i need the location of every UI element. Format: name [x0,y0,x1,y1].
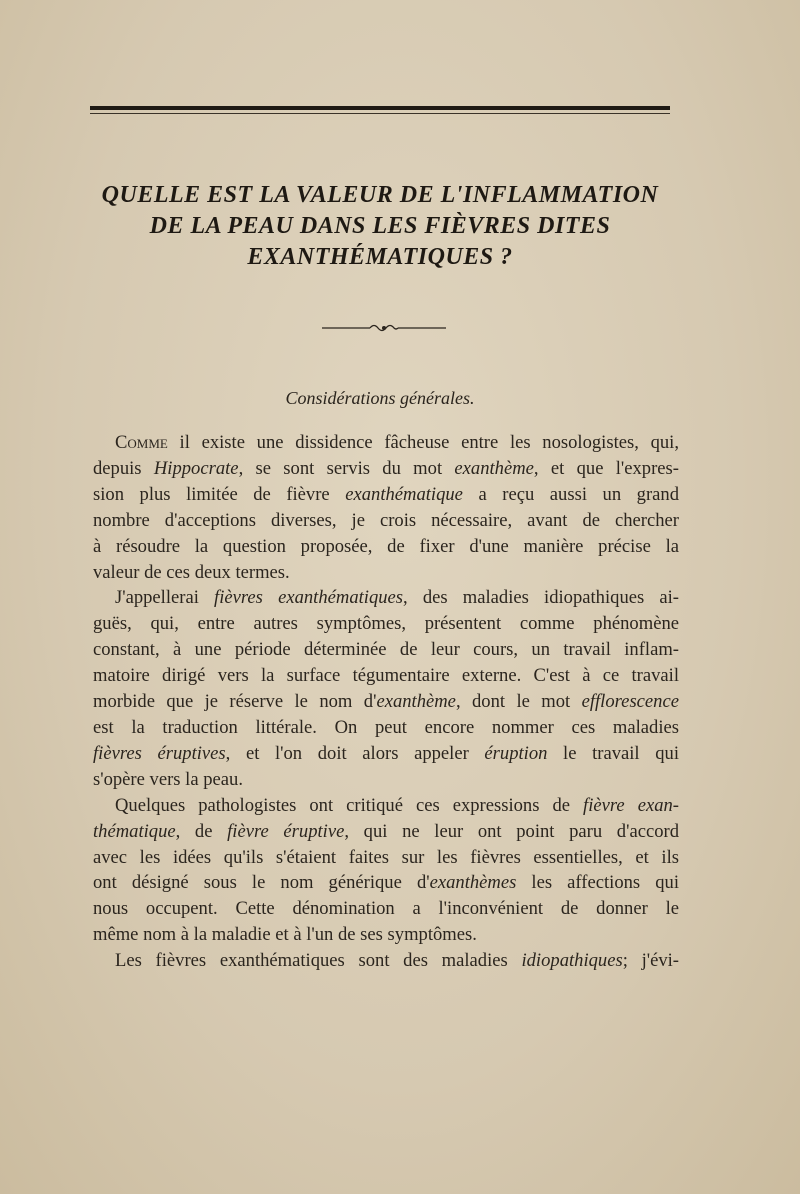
italic-term: éruption [484,742,548,764]
text-line [93,948,679,974]
italic-term: fièvre éruptive [227,820,345,842]
text-line [93,870,679,896]
text-line: avec les idées qu'ils s'étaient faites sur les fièvres essentielles, et ils [93,846,679,868]
italic-term: exanthèmes [429,872,517,894]
paragraph-4 [93,948,679,974]
text-line [93,456,679,482]
text-span: , se sont servis du mot [238,457,455,479]
italic-term: fièvres éruptives [93,742,226,764]
text-span: ; j'évi- [622,950,679,972]
text-line: s'opère vers la peau. [93,768,243,790]
italic-term: exanthème [454,457,534,479]
italic-term: thématique [93,820,176,842]
italic-term: fièvres exanthématiques [214,587,404,609]
text-span: Les fièvres exanthématiques sont des maladies [115,950,522,972]
text-span: , et que l'expres- [533,457,679,479]
text-span: , de [175,820,228,842]
paragraph-3 [93,793,679,948]
title-line-2: DE LA PEAU DANS LES FIÈVRES DITES [149,213,611,239]
text-line: constant, à une période déterminée de leur cours, un travail inflam- [93,639,679,661]
text-span: , et l'on doit alors appeler [225,742,485,764]
text-span: , qui ne leur ont point paru d'accord [344,820,679,842]
text-line [93,793,679,819]
text-line [93,430,679,456]
italic-term: exanthématique [345,483,463,505]
header-double-rule [90,106,670,116]
text-span: a reçu aussi un grand [462,483,679,505]
title-line-3: EXANTHÉMATIQUES ? [247,244,513,270]
italic-term: fièvre exan- [583,794,679,816]
italic-term: efflorescence [581,691,679,713]
text-line [93,585,679,611]
paragraph-1 [93,430,679,585]
text-span: il existe une dissidence fâcheuse entre les nosologistes, qui, [167,432,679,453]
italic-term: idiopathiques [521,950,623,972]
text-span: les affections qui [516,872,679,894]
text-line: nous occupent. Cette dénomination a l'inconvénient de donner le [93,898,679,920]
text-line: à résoudre la question proposée, de fixer d'une manière précise la [93,535,679,557]
paragraph-2 [93,585,679,792]
text-span: sion plus limitée de fièvre [93,483,346,505]
header-rule-thick [90,106,670,110]
text-line: est la traduction littérale. On peut encore nommer ces maladies [93,716,679,738]
text-line: même nom à la maladie et à l'un de ses symptômes. [93,924,477,946]
title-line-1: QUELLE EST LA VALEUR DE L'INFLAMMATION [101,182,659,208]
chapter-title [80,180,680,273]
header-rule-thin [90,113,670,114]
text-line: guës, qui, entre autres symptômes, présentent comme phénomène [93,613,679,635]
text-line [93,741,679,767]
text-line: valeur de ces deux termes. [93,561,290,583]
text-span: , dont le mot [455,691,582,713]
text-span: le travail qui [547,742,679,764]
text-span: J'appellerai [115,587,215,609]
body-text [93,430,679,974]
text-line [93,819,679,845]
text-span: , des maladies idiopathiques ai- [403,587,679,609]
text-line: matoire dirigé vers la surface tégumentaire externe. C'est à ce travail [93,665,679,687]
drop-word: Comme [115,432,168,453]
text-span: ont désigné sous le nom générique d' [93,872,430,894]
text-line: nombre d'acceptions diverses, je crois nécessaire, avant de chercher [93,509,679,531]
text-span: depuis [93,457,154,479]
text-span: Quelques pathologistes ont critiqué ces expressions de [115,794,584,816]
italic-term: exanthème [376,691,456,713]
section-heading: Considérations générales. [285,388,475,408]
text-span: morbide que je réserve le nom d' [93,691,377,713]
ornament-divider-icon [322,322,446,334]
text-line [93,689,679,715]
text-line [93,482,679,508]
italic-term: Hippocrate [153,457,239,479]
